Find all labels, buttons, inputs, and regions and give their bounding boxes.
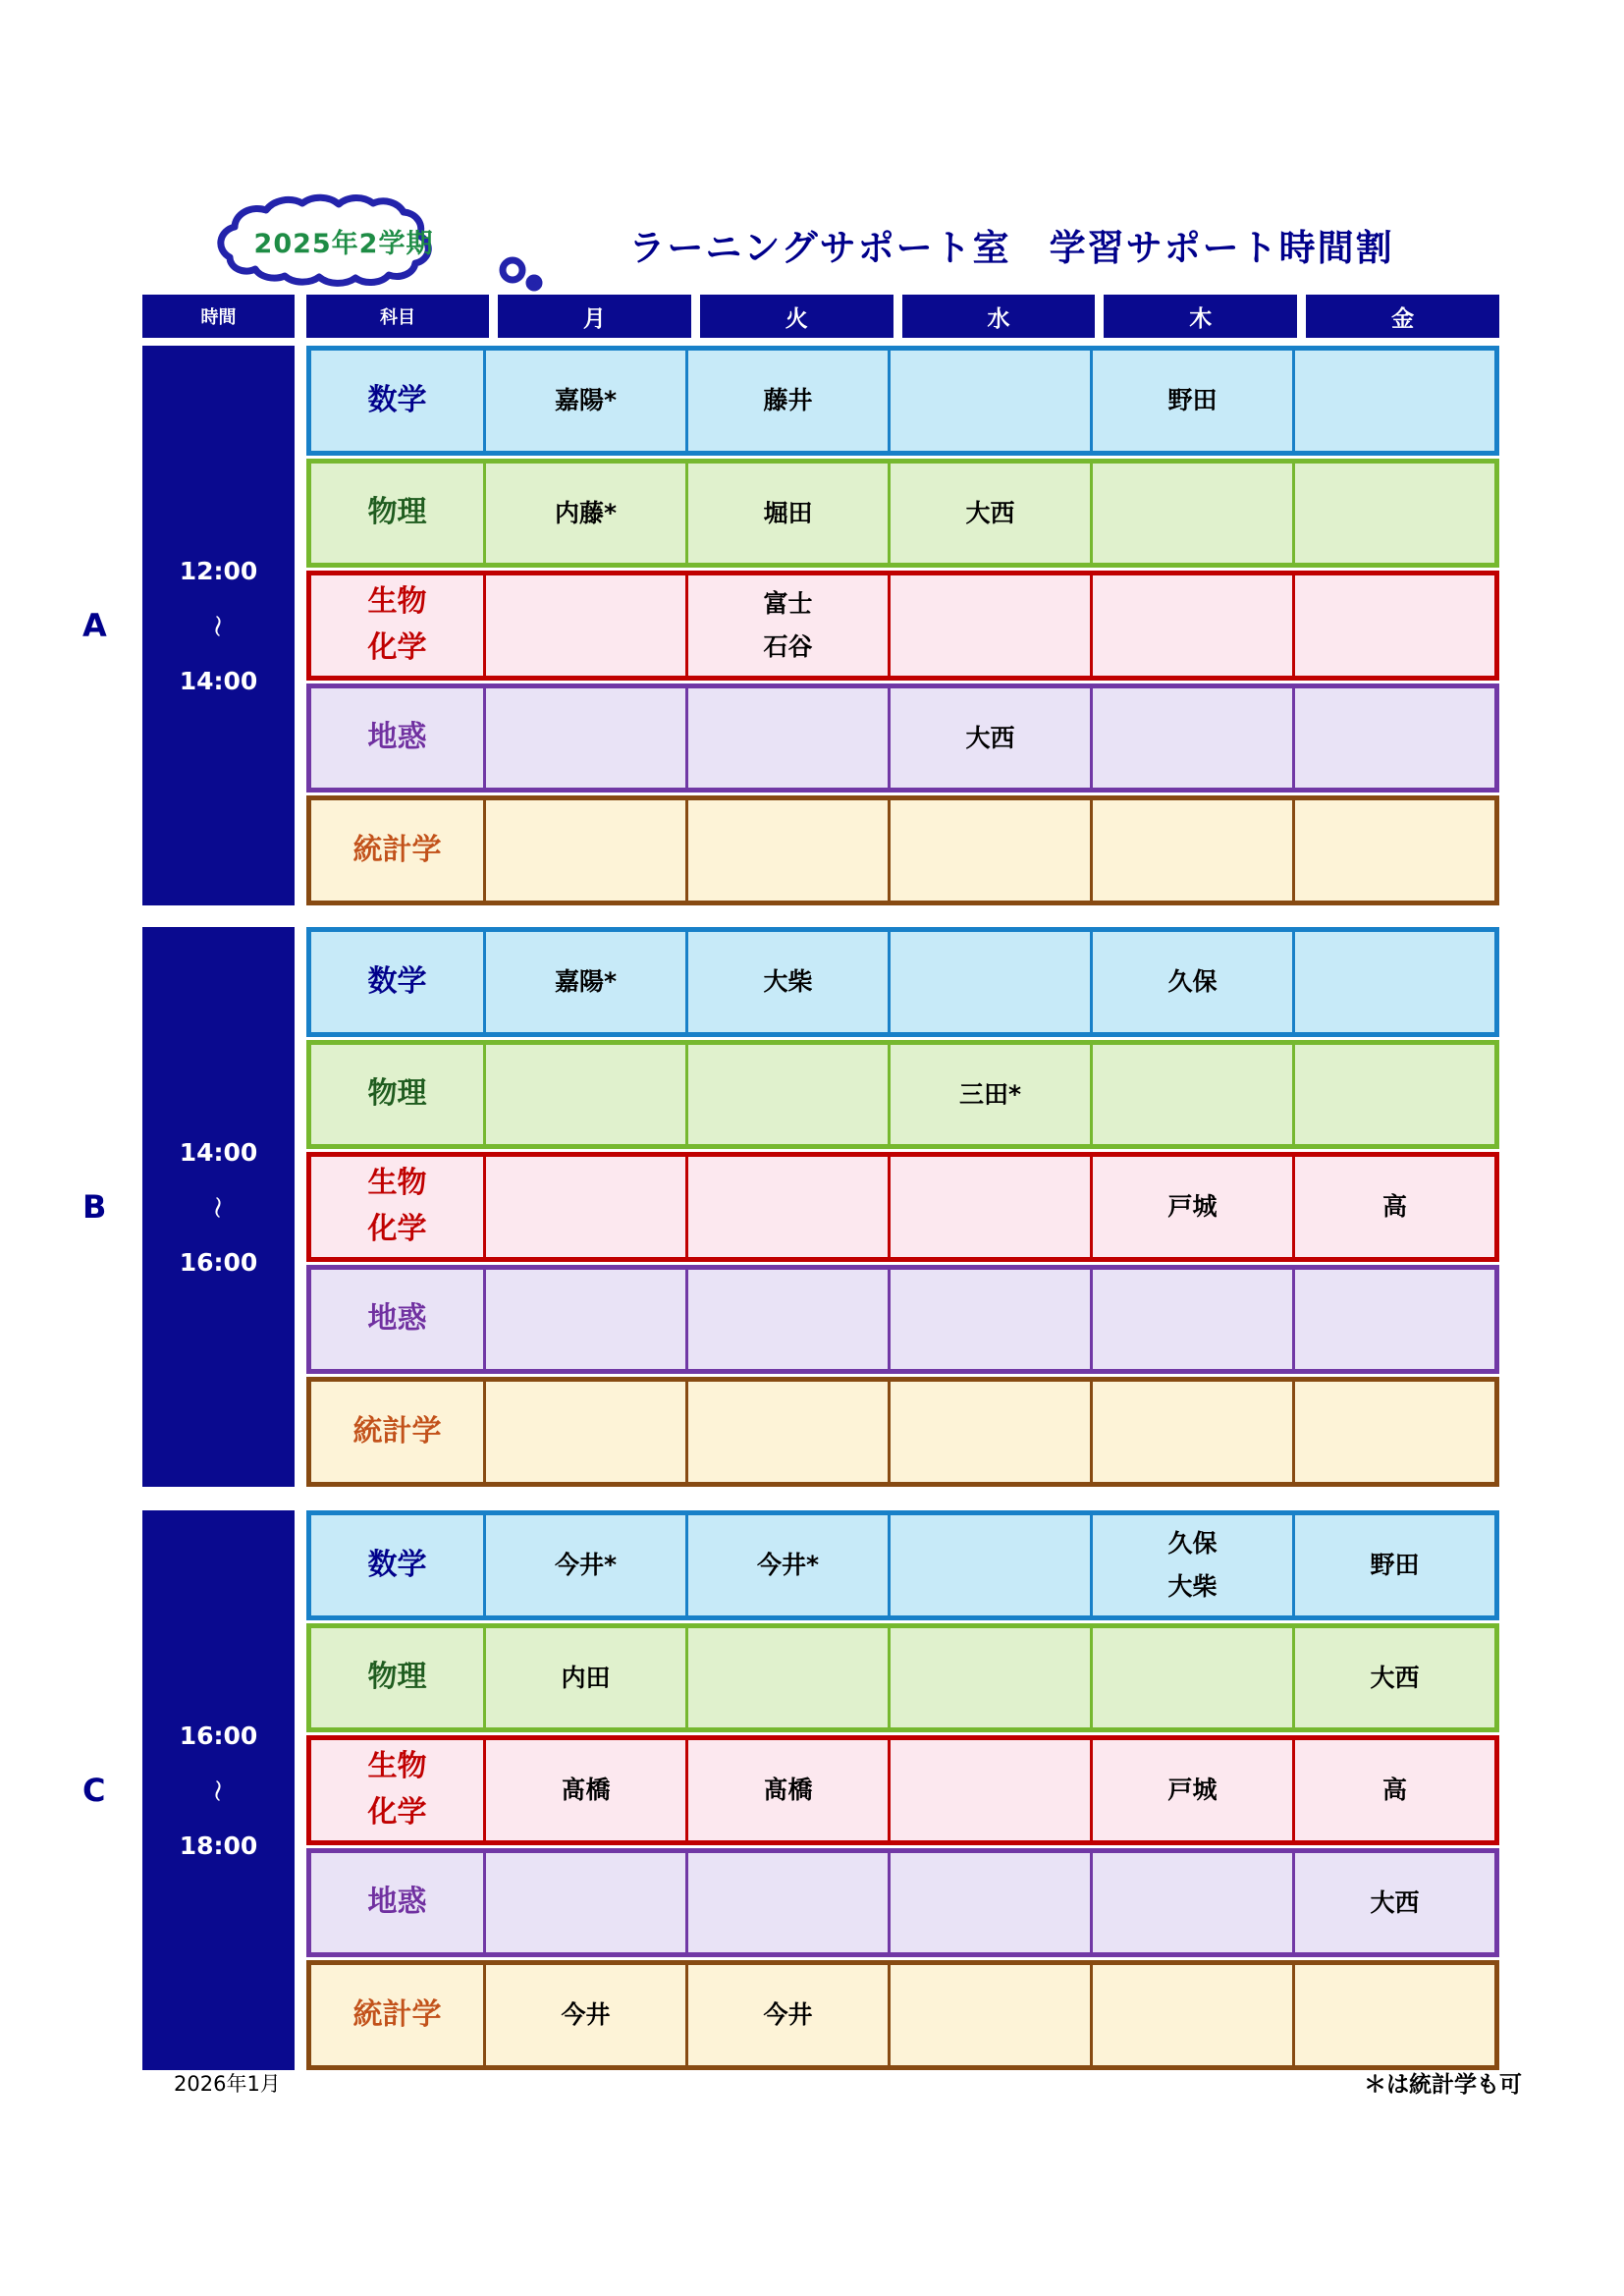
page-title: ラーニングサポート室 学習サポート時間割 (628, 227, 1394, 269)
block-letter: C (82, 1772, 106, 1809)
teacher-name: 高 (1381, 1192, 1407, 1222)
subject-row-math (306, 1510, 1499, 1620)
teacher-name: 髙橋 (763, 1776, 813, 1805)
schedule-cell (1093, 1853, 1295, 1953)
teacher-name: 堀田 (763, 498, 813, 527)
subject-label (311, 800, 486, 901)
subject-label-line: 地惑 (367, 720, 427, 755)
subject-label-line: 物理 (367, 1660, 427, 1695)
block-letter: A (82, 607, 107, 644)
teacher-name: 大西 (965, 723, 1015, 752)
footer-date: 2026年1月 (174, 2072, 281, 2096)
subject-label (311, 351, 486, 451)
schedule-cell (486, 1628, 688, 1728)
schedule-cell (1295, 351, 1494, 451)
subject-row-biochem (306, 1735, 1499, 1845)
schedule-cell (688, 1270, 891, 1370)
subject-label-line: 数学 (367, 382, 427, 417)
schedule-cell (891, 1270, 1093, 1370)
schedule-cell (1093, 1965, 1295, 2065)
subject-rows (306, 927, 1499, 1487)
schedule-cell (486, 1740, 688, 1840)
teacher-name: 髙橋 (561, 1776, 611, 1805)
schedule-cell (891, 1628, 1093, 1728)
subject-row-earth (306, 683, 1499, 793)
teacher-name: 今井 (763, 2000, 813, 2030)
subject-row-physics (306, 459, 1499, 569)
time-start: 14:00 (179, 1137, 258, 1167)
subject-label-line: 統計学 (352, 832, 442, 867)
schedule-cell (891, 464, 1093, 564)
schedule-cell (688, 351, 891, 451)
teacher-name: 今井* (554, 1550, 618, 1579)
subject-row-biochem (306, 1152, 1499, 1262)
subject-row-physics (306, 1040, 1499, 1150)
schedule-cell (486, 351, 688, 451)
schedule-cell (891, 1853, 1093, 1953)
subject-label (311, 1740, 486, 1840)
subject-label (311, 1157, 486, 1257)
schedule-cell (1295, 1965, 1494, 2065)
teacher-name: 今井* (756, 1550, 820, 1579)
subject-label (311, 1515, 486, 1615)
subject-label (311, 1628, 486, 1728)
subject-row-biochem (306, 571, 1499, 681)
schedule-cell (1093, 1045, 1295, 1145)
footer-note: ＊は統計学も可 (1364, 2072, 1522, 2098)
header-day-thu: 木 (1104, 295, 1297, 338)
teacher-name: 大西 (965, 498, 1015, 527)
schedule-cell (688, 688, 891, 789)
schedule-cell (486, 1853, 688, 1953)
time-tilde: 〜 (203, 614, 229, 637)
time-range (142, 927, 295, 1487)
schedule-cell (1093, 575, 1295, 676)
subject-label (311, 1270, 486, 1370)
time-range (142, 1510, 295, 2070)
subject-row-stats (306, 795, 1499, 905)
teacher-name: 内田 (561, 1663, 611, 1692)
time-block-B (77, 927, 1499, 1487)
subject-label-line: 化学 (367, 1794, 427, 1830)
time-start: 16:00 (179, 1721, 258, 1750)
block-letter: B (82, 1188, 107, 1226)
schedule-cell (486, 1515, 688, 1615)
schedule-cell (486, 800, 688, 901)
schedule-cell (1295, 1270, 1494, 1370)
teacher-name: 大西 (1370, 1663, 1420, 1692)
subject-row-earth (306, 1265, 1499, 1375)
time-end: 16:00 (179, 1247, 258, 1277)
schedule-cell (486, 464, 688, 564)
schedule-cell (1093, 1740, 1295, 1840)
schedule-cell (891, 1965, 1093, 2065)
schedule-cell (1295, 1628, 1494, 1728)
teacher-name: 戸城 (1167, 1776, 1218, 1805)
schedule-cell (1093, 1628, 1295, 1728)
schedule-cell (891, 1515, 1093, 1615)
teacher-name: 内藤* (554, 498, 618, 527)
schedule-cell (891, 688, 1093, 789)
schedule-cell (891, 1045, 1093, 1145)
subject-label (311, 1045, 486, 1145)
schedule-cell (1295, 1157, 1494, 1257)
schedule-cell (891, 575, 1093, 676)
teacher-name: 野田 (1167, 385, 1218, 414)
subject-row-earth (306, 1848, 1499, 1958)
schedule-cell (486, 1965, 688, 2065)
header-day-mon: 月 (498, 295, 691, 338)
schedule-cell (688, 1853, 891, 1953)
table-header-row (142, 295, 1499, 338)
schedule-cell (688, 1628, 891, 1728)
header-day-fri: 金 (1306, 295, 1499, 338)
schedule-cell (688, 1740, 891, 1840)
subject-label-line: 統計学 (352, 1996, 442, 2032)
header-day-tue: 火 (700, 295, 893, 338)
teacher-name: 大柴 (1167, 1571, 1218, 1601)
schedule-cell (891, 1382, 1093, 1482)
time-range (142, 346, 295, 905)
time-end: 18:00 (179, 1831, 258, 1860)
schedule-cell (688, 575, 891, 676)
subject-label-line: 数学 (367, 963, 427, 999)
subject-row-stats (306, 1960, 1499, 2070)
schedule-cell (1295, 688, 1494, 789)
subject-label-line: 生物 (367, 1749, 427, 1784)
schedule-cell (486, 1045, 688, 1145)
schedule-cell (1093, 688, 1295, 789)
schedule-cell (688, 1157, 891, 1257)
header-time: 時間 (142, 295, 295, 338)
schedule-cell (1093, 1157, 1295, 1257)
subject-label-line: 地惑 (367, 1885, 427, 1920)
subject-label (311, 688, 486, 789)
schedule-cell (486, 932, 688, 1032)
teacher-name: 石谷 (763, 631, 813, 661)
schedule-cell (1295, 1740, 1494, 1840)
subject-row-math (306, 346, 1499, 456)
schedule-cell (1295, 464, 1494, 564)
schedule-cell (1295, 800, 1494, 901)
teacher-name: 戸城 (1167, 1192, 1218, 1222)
subject-label (311, 1965, 486, 2065)
schedule-cell (891, 1740, 1093, 1840)
subject-label-line: 化学 (367, 629, 427, 665)
schedule-cell (486, 1157, 688, 1257)
schedule-cell (688, 1045, 891, 1145)
subject-label-line: 地惑 (367, 1301, 427, 1337)
schedule-cell (486, 1270, 688, 1370)
time-block-A (77, 346, 1499, 905)
subject-label (311, 1382, 486, 1482)
schedule-cell (1093, 800, 1295, 901)
schedule-cell (1295, 1382, 1494, 1482)
schedule-cell (1295, 932, 1494, 1032)
subject-row-stats (306, 1377, 1499, 1487)
subject-label-line: 生物 (367, 1166, 427, 1201)
schedule-cell (688, 800, 891, 901)
schedule-cell (891, 932, 1093, 1032)
teacher-name: 大柴 (763, 966, 813, 996)
term-badge-label: 2025年2学期 (253, 229, 434, 259)
schedule-cell (688, 932, 891, 1032)
schedule-cell (688, 1965, 891, 2065)
schedule-cell (1093, 1515, 1295, 1615)
subject-label (311, 464, 486, 564)
schedule-cell (891, 351, 1093, 451)
header-subject: 科目 (306, 295, 489, 338)
schedule-cell (486, 575, 688, 676)
teacher-name: 久保 (1167, 1529, 1218, 1558)
schedule-cell (688, 1515, 891, 1615)
schedule-cell (1295, 1515, 1494, 1615)
schedule-cell (1093, 932, 1295, 1032)
teacher-name: 嘉陽* (554, 966, 618, 996)
subject-label-line: 化学 (367, 1211, 427, 1246)
subject-label-line: 統計学 (352, 1413, 442, 1449)
schedule-cell (1295, 575, 1494, 676)
teacher-name: 嘉陽* (554, 385, 618, 414)
schedule-cell (688, 464, 891, 564)
schedule-cell (1093, 351, 1295, 451)
schedule-cell (1093, 1270, 1295, 1370)
schedule-cell (891, 1157, 1093, 1257)
subject-row-physics (306, 1623, 1499, 1733)
subject-rows (306, 1510, 1499, 2070)
teacher-name: 今井 (561, 2000, 611, 2030)
schedule-cell (1295, 1045, 1494, 1145)
teacher-name: 高 (1381, 1776, 1407, 1805)
subject-rows (306, 346, 1499, 905)
teacher-name: 野田 (1370, 1550, 1420, 1579)
header-day-wed: 水 (902, 295, 1096, 338)
term-badge-cloud (189, 192, 571, 295)
time-start: 12:00 (179, 556, 258, 585)
subject-label (311, 1853, 486, 1953)
schedule-cell (1093, 1382, 1295, 1482)
schedule-cell (891, 800, 1093, 901)
schedule-cell (1093, 464, 1295, 564)
teacher-name: 三田* (958, 1079, 1022, 1109)
time-block-C (77, 1510, 1499, 2070)
subject-label-line: 生物 (367, 584, 427, 620)
subject-label-line: 数学 (367, 1547, 427, 1582)
subject-label (311, 932, 486, 1032)
teacher-name: 富士 (763, 589, 813, 619)
schedule-cell (688, 1382, 891, 1482)
time-tilde: 〜 (203, 1195, 229, 1219)
teacher-name: 藤井 (763, 385, 813, 414)
schedule-cell (486, 1382, 688, 1482)
schedule-cell (1295, 1853, 1494, 1953)
subject-row-math (306, 927, 1499, 1037)
time-tilde: 〜 (203, 1778, 229, 1802)
subject-label-line: 物理 (367, 495, 427, 530)
time-end: 14:00 (179, 666, 258, 695)
teacher-name: 久保 (1167, 966, 1218, 996)
subject-label (311, 575, 486, 676)
subject-label-line: 物理 (367, 1076, 427, 1112)
schedule-cell (486, 688, 688, 789)
teacher-name: 大西 (1370, 1887, 1420, 1917)
